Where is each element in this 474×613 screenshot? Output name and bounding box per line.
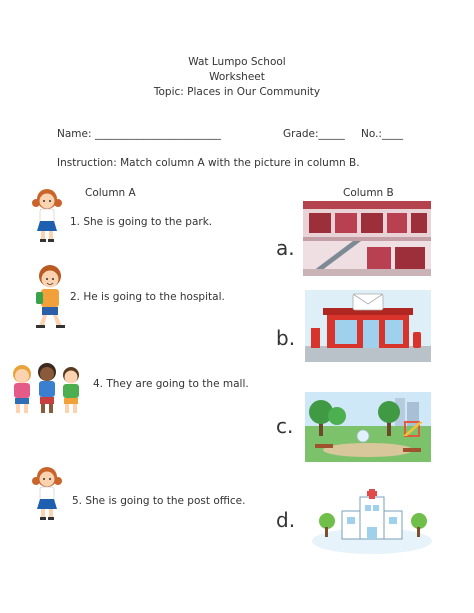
item-5-text: 5. She is going to the post office.: [72, 495, 246, 507]
item-2-text: 2. He is going to the hospital.: [70, 291, 225, 303]
girl-icon: [30, 185, 64, 245]
item-4-text: 4. They are going to the mall.: [93, 378, 249, 390]
letter-b: b.: [276, 326, 296, 350]
name-field[interactable]: Name: ________________________: [57, 128, 221, 140]
school-name: Wat Lumpo School: [188, 56, 286, 68]
column-a-heading: Column A: [85, 187, 136, 199]
boy-icon: [30, 262, 70, 330]
worksheet-label: Worksheet: [209, 71, 265, 83]
mall-picture: [303, 201, 431, 276]
letter-c: c.: [276, 414, 294, 438]
park-picture: [305, 392, 431, 462]
letter-d: d.: [276, 508, 296, 532]
topic-title: Topic: Places in Our Community: [153, 86, 321, 98]
item-1-text: 1. She is going to the park.: [70, 216, 213, 228]
instruction-text: Instruction: Match column A with the picture in column B.: [57, 157, 360, 169]
letter-a: a.: [276, 236, 295, 260]
children-group-icon: [8, 360, 86, 416]
number-field[interactable]: No.:____: [361, 128, 403, 140]
girl-icon: [30, 463, 64, 523]
grade-field[interactable]: Grade:_____: [283, 128, 345, 140]
post-office-picture: [305, 290, 431, 362]
column-b-heading: Column B: [343, 187, 394, 199]
hospital-picture: [307, 487, 437, 557]
